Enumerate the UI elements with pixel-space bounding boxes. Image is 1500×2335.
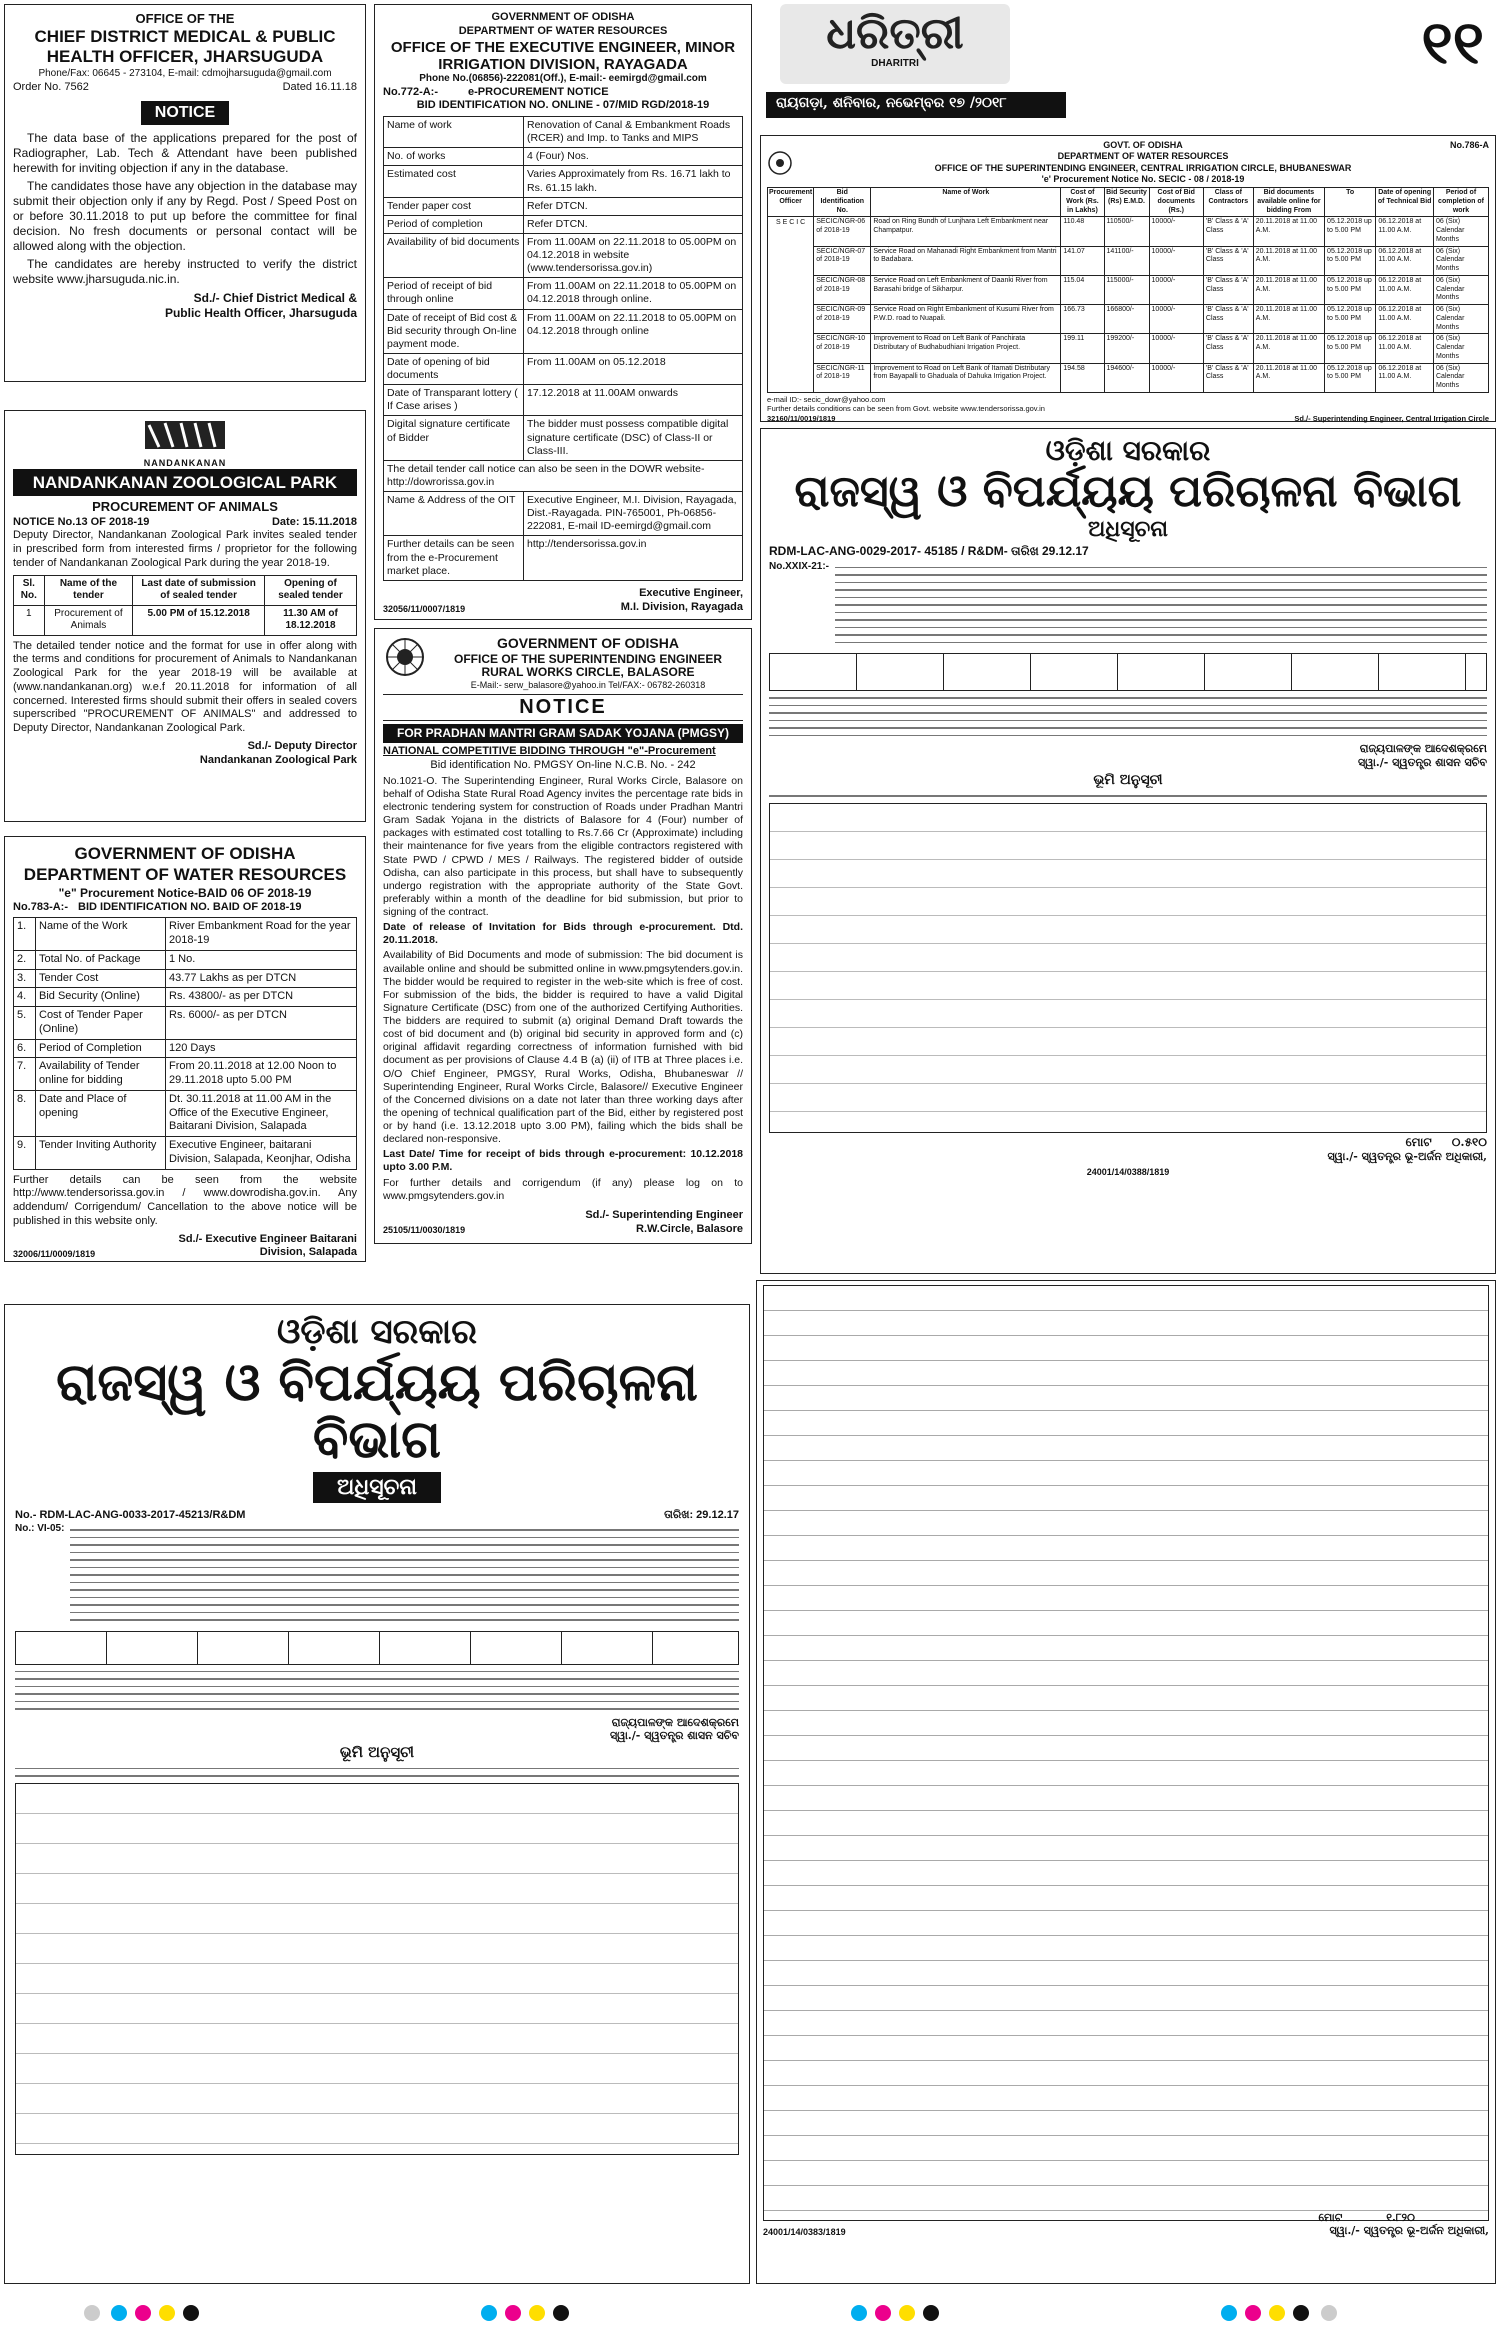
dharitri-logo-sub: DHARITRI — [871, 58, 919, 69]
odia1-schedule: ଭୂମି ଅନୁସୂଚୀ — [1093, 771, 1163, 788]
table-row: 7. Availability of Tender online for bidding From 20.11.2018 at 12.00 Noon to 29.11.2018 upto 5.00 PM — [14, 1058, 357, 1091]
odia2-total: ୧.୮୨୦ — [1386, 2211, 1415, 2224]
color-bar — [1321, 2305, 1337, 2321]
secic-notice: No.786-A GOVT. OF ODISHA DEPARTMENT OF WATER RESOURCES OFFICE OF THE SUPERINTENDING ENGINEER, CENTRAL IRRIGATION CIRCLE, BHUBANESWAR 'e' Procurement Notice No. SECIC - 08 / 2018-19 Procurement Officer Bid Identification No. Name of Work Cost of Work (Rs. in Lakhs) Bid Security (Rs) E.M.D. Cost of Bid documents (Rs.) Class of Contractors Bid documents available online for bidding From To Date of opening of Technical Bid Period of completion of work S E C I C SECIC/NGR-06 of 2018-19 Road on Ring Bundh of Lunjhara Left Embankment near Champatpur. 110.48 110500/- 10000/- 'B' Class & 'A' Class 20.11.2018 at 11.00 A.M. 05.12.2018 up to 5.00 PM 06.12.2018 at 11.00 A.M. 06 (Six) Calendar Months SECIC/NGR-07 of 2018-19 Service Road on Mahanadi Right Embankment from Mantri to Badabara. 141.07 141100/- 10000/- 'B' Class & 'A' Class 20.11.2018 at 11.00 A.M. 05.12.2018 up to 5.00 PM 06.12.2018 at 11.00 A.M. 06 (Six) Calendar Months SECIC/NGR-08 of 2018-19 Service Road on Left Embankment of Daanki River from Barasahi bridge of Sikharpur. 115.04 115000/- 10000/- 'B' Class & 'A' Class 20.11.2018 at 11.00 A.M. 05.12.2018 up to 5.00 PM 06.12.2018 at 11.00 A.M. 06 (Six) Calendar Months SECIC/NGR-09 of 2018-19 Service Road on Right Embankment of Kusumi River from P.W.D. road to Nuapali. 166.73 166800/- 10000/- 'B' Class & 'A' Class 20.11.2018 at 11.00 A.M. 05.12.2018 up to 5.00 PM 06.12.2018 at 11.00 A.M. 06 (Six) Calendar Months SECIC/NGR-10 of 2018-19 Improvement to Road on Left Bank of Panchirata Distributary of Budhabudhiani Irrigation Project. 199.11 199200/- 10000/- 'B' Class & 'A' Class 20.11.2018 at 11.00 A.M. 05.12.2018 up to 5.00 PM 06.12.2018 at 11.00 A.M. 06 (Six) Calendar Months SECIC/NGR-11 of 2018-19 Improvement to Road on Left Bank of Itamati Distributary from Bayapalli to Ghaduala of Dahuka Irrigation Project. 194.58 194600/- 10000/- 'B' Class & 'A' Class 20.11.2018 at 11.00 A.M. 05.12.2018 up to 5.00 PM 06.12.2018 at 11.00 A.M. 06 (Six) Calendar Months e-mail ID:- secic_dowr@yahoo.com Further details conditions can be seen from Govt. website www.tendersorissa.gov.in 32160/11/0019/1819 Sd./- Superintending Engineer, Central Irrigation Circle — [760, 135, 1496, 422]
table-row: Name of work Renovation of Canal & Embankment Roads (RCER) and Imp. to Tanks and MIPS — [384, 117, 743, 148]
rayagada-bid-id: BID IDENTIFICATION NO. ONLINE - 07/MID RGD/2018-19 — [416, 99, 710, 112]
table-row: 1. Name of the Work River Embankment Road for the year 2018-19 — [14, 918, 357, 951]
table-row: Estimated cost Varies Approximately from Rs. 16.71 lakh to Rs. 61.15 lakh. — [384, 166, 743, 197]
table-row: Period of completion Refer DTCN. — [384, 215, 743, 233]
dharitri-logo-text: ଧରିତ୍ରୀ — [826, 8, 964, 59]
odia1-body-text — [835, 561, 1487, 650]
odia2-refline: No.- RDM-LAC-ANG-0033-2017-45213/R&DM — [15, 1509, 246, 1522]
pmgsy-sig-2: R.W.Circle, Balasore — [636, 1222, 743, 1235]
rayagada-no: No.772-A:- — [383, 85, 439, 98]
odia1-sig: ସ୍ୱା./- ସ୍ୱତନ୍ତ୍ର ଭୂ-ଅର୍ଜନ ଅଧିକାରୀ, — [1327, 1149, 1487, 1163]
table-row: 4. Bid Security (Online) Rs. 43800/- as per DTCN — [14, 988, 357, 1007]
table-row: Date of opening of bid documents From 11.00AM on 05.12.2018 — [384, 353, 743, 384]
table-row: SECIC/NGR-11 of 2018-19 Improvement to Road on Left Bank of Itamati Distributary from Bayapalli to Ghaduala of Dahuka Irrigation Project. 194.58 194600/- 10000/- 'B' Class & 'A' Class 20.11.2018 at 11.00 A.M. 05.12.2018 up to 5.00 PM 06.12.2018 at 11.00 A.M. 06 (Six) Calendar Months — [768, 363, 1489, 392]
odia-notice-2 — [4, 1304, 750, 2284]
rayagada-sig-1: Executive Engineer, — [639, 586, 743, 599]
table-row: The detail tender call notice can also be seen in the DOWR website- http://dowrorissa.gov.in — [384, 460, 743, 491]
secic-notice-label: 'e' Procurement Notice No. SECIC - 08 / 2018-19 — [1041, 173, 1245, 184]
pmgsy-bid-no: Bid identification No. PMGSY On-line N.C.B. No. - 242 — [430, 759, 696, 772]
nandankanan-para-2: The detailed tender notice and the format for use in offer along with the terms and conditions for procurement of Animals to Nandankanan Zoological Park for the year 2018-19 will be available at (www.nandankanan.org) w.e.f 20.11.2018 for information of all concerned. Interested firms should submit their offers in sealed covers superscribed "PROCUREMENT OF ANIMALS" and addressed to Deputy Director, Nandankanan Zoological Park. — [13, 639, 357, 734]
odia2-date: ତାରିଖ: 29.12.17 — [664, 1509, 739, 1522]
pmgsy-email: E-Mail:- serw_balasore@yahoo.in Tel/FAX:- 06782-260318 — [470, 680, 706, 691]
magenta-dot — [505, 2305, 521, 2321]
rayagada-notice — [374, 4, 752, 620]
cdmo-para-1: The data base of the applications prepared for the post of Radiographer, Lab. Tech & Attendant have been published herewith for inviting objection if any in the database. — [13, 130, 357, 175]
odia2-sig: ସ୍ୱା./- ସ୍ୱତନ୍ତ୍ର ଭୂ-ଅର୍ଜନ ଅଧିକାରୀ, — [1329, 2224, 1489, 2237]
odia2-dept: ରାଜସ୍ୱ ଓ ବିପର୍ଯ୍ୟୟ ପରିଚାଳନା ବିଭାଗ — [56, 1351, 698, 1470]
secic-procurement-officer: S E C I C — [768, 217, 814, 393]
odia1-ref: 24001/14/0388/1819 — [1086, 1166, 1170, 1177]
yellow-dot — [159, 2305, 175, 2321]
table-row: 3. Tender Cost 43.77 Lakhs as per DTCN — [14, 969, 357, 988]
baitarani-footer: Further details can be seen from the website http://www.tendersorissa.gov.in / www.dowrodisha.gov.in. Any addendum/ Corrigendum/ Cancellation to the above notice will be published in this website only. — [13, 1173, 357, 1227]
odia2-sig-r: ରାଜ୍ୟପାଳଙ୍କ ଆଦେଶକ୍ରମେ — [611, 1715, 739, 1729]
cdmo-notice-label: NOTICE — [141, 101, 229, 125]
magenta-dot — [1245, 2305, 1261, 2321]
nandankanan-sig-1: Sd./- Deputy Director — [247, 739, 357, 752]
baitarani-notice — [4, 836, 366, 1262]
black-dot — [923, 2305, 939, 2321]
odia1-dept: ରାଜସ୍ୱ ଓ ବିପର୍ଯ୍ୟୟ ପରିଚାଳନା ବିଭାଗ — [794, 466, 1462, 517]
baitarani-sig: Sd./- Executive Engineer Baitarani Division, Salapada — [178, 1232, 357, 1259]
yellow-dot — [529, 2305, 545, 2321]
table-row: 8. Date and Place of opening Dt. 30.11.2018 at 11.00 AM in the Office of the Executive Engineer, Baitarani Division, Salapada — [14, 1090, 357, 1136]
odia1-total: ୦.୫୧୦ — [1451, 1134, 1487, 1149]
pmgsy-notice-label: NOTICE — [383, 694, 743, 721]
secic-email: e-mail ID:- secic_dowr@yahoo.com — [767, 394, 886, 404]
pmgsy-title-1: GOVERNMENT OF ODISHA — [496, 635, 679, 651]
table-row: 2. Total No. of Package 1 No. — [14, 950, 357, 969]
rayagada-table — [383, 116, 743, 581]
odisha-emblem-icon — [767, 150, 793, 176]
nandankanan-notice — [4, 410, 366, 822]
cyan-dot — [481, 2305, 497, 2321]
odia1-summary-table — [769, 653, 1487, 691]
odia1-schedule-text — [769, 795, 1487, 797]
odia1-body-text-2 — [769, 697, 1487, 736]
rayagada-title-1: GOVERNMENT OF ODISHA — [491, 11, 635, 23]
yellow-dot — [899, 2305, 915, 2321]
odia2-body-text-2 — [15, 1671, 739, 1710]
odia2-body-text — [70, 1523, 739, 1627]
odia2-schedule-table-left — [15, 1783, 739, 2155]
odia2-no: No.: VI-05: — [15, 1523, 65, 1535]
odia1-schedule-table — [769, 803, 1487, 1133]
pmgsy-para-2: Date of release of Invitation for Bids through e-procurement. Dtd. 20.11.2018. — [383, 921, 743, 947]
table-row: 6. Period of Completion 120 Days — [14, 1039, 357, 1058]
table-row: Digital signature certificate of Bidder The bidder must possess compatible digital signature certificate (DSC) of Class-II or Class-III. — [384, 416, 743, 460]
pmgsy-para-5: For further details and corrigendum (if any) please log on to www.pmgsytenders.gov.in — [383, 1176, 743, 1202]
odia1-refline: RDM-LAC-ANG-0029-2017- 45185 / R&DM- ତାରିଖ 29.12.17 — [769, 543, 1089, 558]
magenta-dot — [135, 2305, 151, 2321]
table-row: 9. Tender Inviting Authority Executive Engineer, baitarani Division, Salapada, Keonjhar, Odisha — [14, 1137, 357, 1170]
odia-schedule-continued — [756, 1280, 1496, 2284]
table-row: SECIC/NGR-09 of 2018-19 Service Road on Right Embankment of Kusumi River from P.W.D. road to Nuapali. 166.73 166800/- 10000/- 'B' Class & 'A' Class 20.11.2018 at 11.00 A.M. 05.12.2018 up to 5.00 PM 06.12.2018 at 11.00 A.M. 06 (Six) Calendar Months — [768, 305, 1489, 334]
rayagada-notice-label: e-PROCUREMENT NOTICE — [468, 85, 609, 98]
nandankanan-subtitle: PROCUREMENT OF ANIMALS — [92, 499, 278, 515]
page-number: ୧୧ — [1421, 8, 1484, 78]
cdmo-order: Order No. 7562 — [13, 80, 89, 93]
odia2-summary-table — [15, 1631, 739, 1665]
cyan-dot — [1221, 2305, 1237, 2321]
table-row: Date of receipt of Bid cost & Bid security through On-line payment mode. From 11.00AM on 22.11.2018 to 05.00PM on 04.12.2018 through online — [384, 309, 743, 353]
odia1-notification: ଅଧିସୂଚନା — [1088, 516, 1168, 543]
baitarani-title-1: GOVERNMENT OF ODISHA — [74, 844, 296, 863]
nandankanan-title: NANDANKANAN ZOOLOGICAL PARK — [13, 469, 357, 496]
masthead — [760, 0, 1500, 150]
odia2-sig-r2: ସ୍ୱା./- ସ୍ୱତନ୍ତ୍ର ଶାସନ ସଚିବ — [609, 1729, 739, 1743]
cdmo-office: OFFICE OF THE — [135, 11, 235, 26]
secic-sig: Sd./- Superintending Engineer, Central Irrigation Circle — [1294, 413, 1489, 423]
baitarani-ref: 32006/11/0009/1819 — [13, 1248, 96, 1259]
print-registration-marks — [80, 2305, 1480, 2329]
pmgsy-notice — [374, 628, 752, 1244]
nandankanan-logo: NANDANKANAN — [13, 417, 357, 465]
cdmo-sig-2: Public Health Officer, Jharsuguda — [164, 305, 357, 320]
nandankanan-table: Sl. No. Name of the tender Last date of submission of sealed tender Opening of sealed tender 1 Procurement of Animals 5.00 PM of 15.12.2018 11.30 AM of 18.12.2018 — [13, 575, 357, 636]
cdmo-para-2: The candidates those have any objection in the database may submit their objection only if any by Regd. Post / Speed Post on or before 30.11.2018 to put up before the committee for final decision. No fresh documents or personal contact will be allowed along with the objection. — [13, 178, 357, 253]
tiger-logo-icon — [135, 417, 235, 453]
cyan-dot — [851, 2305, 867, 2321]
odia1-no: No.XXIX-21:- — [769, 560, 830, 572]
black-dot — [1293, 2305, 1309, 2321]
cdmo-contact: Phone/Fax: 06645 - 273104, E-mail: cdmojharsuguda@gmail.com — [38, 68, 332, 80]
baitarani-table — [13, 917, 357, 1169]
rayagada-ref: 32056/11/0007/1819 — [383, 603, 466, 614]
rayagada-sig-2: M.I. Division, Rayagada — [620, 601, 743, 613]
secic-ref: 32160/11/0019/1819 — [767, 413, 836, 423]
pmgsy-ncb: NATIONAL COMPETITIVE BIDDING THROUGH "e"-Procurement — [383, 745, 716, 758]
secic-footer: Further details conditions can be seen from Govt. website www.tendersorissa.gov.in — [767, 404, 1045, 414]
odia2-ref: 24001/14/0383/1819 — [763, 2227, 846, 2237]
baitarani-title-2: DEPARTMENT OF WATER RESOURCES — [23, 865, 347, 885]
odia2-total-label: ମୋଟ — [1318, 2211, 1343, 2224]
pmgsy-sig-1: Sd./- Superintending Engineer — [585, 1208, 743, 1221]
baitarani-no: No.783-A:- — [13, 900, 69, 913]
nandankanan-date: Date: 15.11.2018 — [271, 515, 357, 528]
nandankanan-sig-2: Nandankanan Zoological Park — [199, 753, 357, 766]
pmgsy-para-4: Last Date/ Time for receipt of bids through e-procurement: 10.12.2018 upto 3.00 P.M. — [383, 1148, 743, 1174]
table-row: Further details can be seen from the e-Procurement market place. http://tendersorissa.gov.in — [384, 536, 743, 580]
cdmo-sig-1: Sd./- Chief District Medical & — [193, 290, 357, 305]
masthead-date: ରାୟଗଡ଼ା, ଶନିବାର, ନଭେମ୍ବର ୧୭ /୨୦୧୮ — [766, 92, 1066, 118]
odia1-sig-r2: ସ୍ୱା./- ସ୍ୱତନ୍ତ୍ର ଶାସନ ସଚିବ — [1357, 756, 1487, 770]
odia1-total-label: ମୋଟ — [1405, 1134, 1432, 1149]
odisha-emblem-icon — [383, 635, 427, 679]
table-row: No. of works 4 (Four) Nos. — [384, 148, 743, 166]
secic-table: Procurement Officer Bid Identification No. Name of Work Cost of Work (Rs. in Lakhs) Bid Security (Rs) E.M.D. Cost of Bid documents (Rs.) Class of Contractors Bid documents available online for bidding From To Date of opening of Technical Bid Period of completion of work S E C I C SECIC/NGR-06 of 2018-19 Road on Ring Bundh of Lunjhara Left Embankment near Champatpur. 110.48 110500/- 10000/- 'B' Class & 'A' Class 20.11.2018 at 11.00 A.M. 05.12.2018 up to 5.00 PM 06.12.2018 at 11.00 A.M. 06 (Six) Calendar Months SECIC/NGR-07 of 2018-19 Service Road on Mahanadi Right Embankment from Mantri to Badabara. 141.07 141100/- 10000/- 'B' Class & 'A' Class 20.11.2018 at 11.00 A.M. 05.12.2018 up to 5.00 PM 06.12.2018 at 11.00 A.M. 06 (Six) Calendar Months SECIC/NGR-08 of 2018-19 Service Road on Left Embankment of Daanki River from Barasahi bridge of Sikharpur. 115.04 115000/- 10000/- 'B' Class & 'A' Class 20.11.2018 at 11.00 A.M. 05.12.2018 up to 5.00 PM 06.12.2018 at 11.00 A.M. 06 (Six) Calendar Months SECIC/NGR-09 of 2018-19 Service Road on Right Embankment of Kusumi River from P.W.D. road to Nuapali. 166.73 166800/- 10000/- 'B' Class & 'A' Class 20.11.2018 at 11.00 A.M. 05.12.2018 up to 5.00 PM 06.12.2018 at 11.00 A.M. 06 (Six) Calendar Months SECIC/NGR-10 of 2018-19 Improvement to Road on Left Bank of Panchirata Distributary of Budhabudhiani Irrigation Project. 199.11 199200/- 10000/- 'B' Class & 'A' Class 20.11.2018 at 11.00 A.M. 05.12.2018 up to 5.00 PM 06.12.2018 at 11.00 A.M. 06 (Six) Calendar Months SECIC/NGR-11 of 2018-19 Improvement to Road on Left Bank of Itamati Distributary from Bayapalli to Ghaduala of Dahuka Irrigation Project. 194.58 194600/- 10000/- 'B' Class & 'A' Class 20.11.2018 at 11.00 A.M. 05.12.2018 up to 5.00 PM 06.12.2018 at 11.00 A.M. 06 (Six) Calendar Months — [767, 187, 1489, 393]
table-row: Period of receipt of bid through online From 11.00AM on 22.11.2018 to 05.00PM on 04.12.2018 through online. — [384, 278, 743, 309]
pmgsy-scheme: FOR PRADHAN MANTRI GRAM SADAK YOJANA (PMGSY) — [383, 724, 743, 743]
pmgsy-para-3: Availability of Bid Documents and mode of submission: The bid document is available online and should be submitted online in www.pmgsytenders.gov.in. The bidder would be required to register in the web-site which is free of cost. For submission of the bids, the bidder is required to have a valid Digital Signature Certificate (DSC) from one of the authorized Certifying Authorities. The bidders are required to submit (a) original Demand Draft towards the cost of bid document and (b) original bid security in approved form and (c) original affidavit regarding correctness of information furnished with bid document as per provisions of Clause 4.4 B (a) (ii) of ITB at Three places i.e. O/O Chief Engineer, PMGSY, Rural Works, Odisha, Bhubaneswar // Superintending Engineer, Rural Works Circle, Balasore// Executive Engineer of the Concerned divisions on a date not later than three working days after the opening of technical qualification part of the Bid, either by registered post or by hand (i.e. 13.12.2018 upto 3.00 PM), failing which the bids shall be declared non-responsive. — [383, 949, 743, 1146]
cdmo-notice — [4, 4, 366, 382]
pmgsy-ref: 25105/11/0030/1819 — [383, 1225, 466, 1236]
masthead-logo — [780, 4, 1010, 84]
pmgsy-para-1: No.1021-O. The Superintending Engineer, Rural Works Circle, Balasore on behalf of Odisha State Rural Road Agency invites the percentage rate bids in electronic tendering system for construction of Roads under Pradhan Mantri Gram Sadak Yojana in the districts of Balasore for 4 (Four) number of packages with estimated cost totalling to Rs.7.66 Cr (Approximate) including their maintenance for five years from the eligible contractors registered with State PWD / CPWD / MES / Railways. The registered bidder of outside Odisha, can also participate in this process, but shall have to subsequently undergo registration with the appropriate authority of the State Govt. preferably within a month of the deadline for bid submission, but prior to signing of the contract. — [383, 774, 743, 919]
pmgsy-title-2: OFFICE OF THE SUPERINTENDING ENGINEER RURAL WORKS CIRCLE, BALASORE — [453, 651, 723, 680]
odia1-govt: ଓଡ଼ିଶା ସରକାର — [1045, 434, 1211, 467]
magenta-dot — [875, 2305, 891, 2321]
cyan-dot — [111, 2305, 127, 2321]
table-row: SECIC/NGR-10 of 2018-19 Improvement to Road on Left Bank of Panchirata Distributary of Budhabudhiani Irrigation Project. 199.11 199200/- 10000/- 'B' Class & 'A' Class 20.11.2018 at 11.00 A.M. 05.12.2018 up to 5.00 PM 06.12.2018 at 11.00 A.M. 06 (Six) Calendar Months — [768, 334, 1489, 363]
table-row: Availability of bid documents From 11.00AM on 22.11.2018 to 05.00PM on 04.12.2018 in website (www.tendersorissa.gov.in) — [384, 233, 743, 277]
odia-notice-1 — [760, 428, 1496, 1274]
cdmo-para-3: The candidates are hereby instructed to verify the district website www.jharsuguda.nic.in. — [13, 256, 357, 286]
rayagada-title-2: DEPARTMENT OF WATER RESOURCES — [458, 24, 668, 37]
odia2-schedule-table-right — [763, 1285, 1489, 2221]
black-dot — [183, 2305, 199, 2321]
table-row: SECIC/NGR-08 of 2018-19 Service Road on Left Embankment of Daanki River from Barasahi bridge of Sikharpur. 115.04 115000/- 10000/- 'B' Class & 'A' Class 20.11.2018 at 11.00 A.M. 05.12.2018 up to 5.00 PM 06.12.2018 at 11.00 A.M. 06 (Six) Calendar Months — [768, 275, 1489, 304]
table-row: 1 Procurement of Animals 5.00 PM of 15.12.2018 11.30 AM of 18.12.2018 — [14, 605, 357, 635]
rayagada-phone: Phone No.(06856)-222081(Off.), E-mail:- eemirgd@gmail.com — [419, 73, 707, 84]
yellow-dot — [1269, 2305, 1285, 2321]
odia2-notification: ଅଧିସୂଚନା — [313, 1472, 441, 1504]
table-row: Name & Address of the OIT Executive Engineer, M.I. Division, Rayagada, Dist.-Rayagada. PIN-765001, Ph-06856-222081, E-mail ID-eemirgd@gmail.com — [384, 492, 743, 536]
table-row: S E C I C SECIC/NGR-06 of 2018-19 Road on Ring Bundh of Lunjhara Left Embankment near Champatpur. 110.48 110500/- 10000/- 'B' Class & 'A' Class 20.11.2018 at 11.00 A.M. 05.12.2018 up to 5.00 PM 06.12.2018 at 11.00 A.M. 06 (Six) Calendar Months — [768, 217, 1489, 246]
odia2-govt: ଓଡ଼ିଶା ସରକାର — [276, 1312, 478, 1352]
odia2-schedule-text — [15, 1768, 739, 1777]
nandankanan-notice-no: NOTICE No.13 OF 2018-19 — [13, 515, 150, 528]
rayagada-title-3: OFFICE OF THE EXECUTIVE ENGINEER, MINOR IRRIGATION DIVISION, RAYAGADA — [390, 38, 736, 73]
baitarani-title-3: "e" Procurement Notice-BAID 06 OF 2018-19 — [58, 885, 312, 900]
black-dot — [553, 2305, 569, 2321]
color-bar — [84, 2305, 100, 2321]
table-row: Tender paper cost Refer DTCN. — [384, 197, 743, 215]
secic-no: No.786-A — [1449, 140, 1489, 150]
table-row: 5. Cost of Tender Paper (Online) Rs. 6000/- as per DTCN — [14, 1007, 357, 1040]
odia2-schedule: ଭୂମି ଅନୁସୂଚୀ — [339, 1743, 415, 1762]
cdmo-date: Dated 16.11.18 — [282, 80, 357, 93]
baitarani-bid-id: BID IDENTIFICATION NO. BAID OF 2018-19 — [78, 900, 302, 913]
odia1-sig-r: ରାଜ୍ୟପାଳଙ୍କ ଆଦେଶକ୍ରମେ — [1359, 742, 1487, 756]
nandankanan-para-1: Deputy Director, Nandankanan Zoological Park invites sealed tender in prescribed form from interested firms / proprietor for the following tender of Nandankanan Zoological Park during the year 2018-19. — [13, 529, 357, 569]
table-row: SECIC/NGR-07 of 2018-19 Service Road on Mahanadi Right Embankment from Mantri to Badabara. 141.07 141100/- 10000/- 'B' Class & 'A' Class 20.11.2018 at 11.00 A.M. 05.12.2018 up to 5.00 PM 06.12.2018 at 11.00 A.M. 06 (Six) Calendar Months — [768, 246, 1489, 275]
table-row: Date of Transparant lottery ( If Case arises ) 17.12.2018 at 11.00AM onwards — [384, 385, 743, 416]
cdmo-title: CHIEF DISTRICT MEDICAL & PUBLIC HEALTH OFFICER, JHARSUGUDA — [34, 27, 336, 66]
